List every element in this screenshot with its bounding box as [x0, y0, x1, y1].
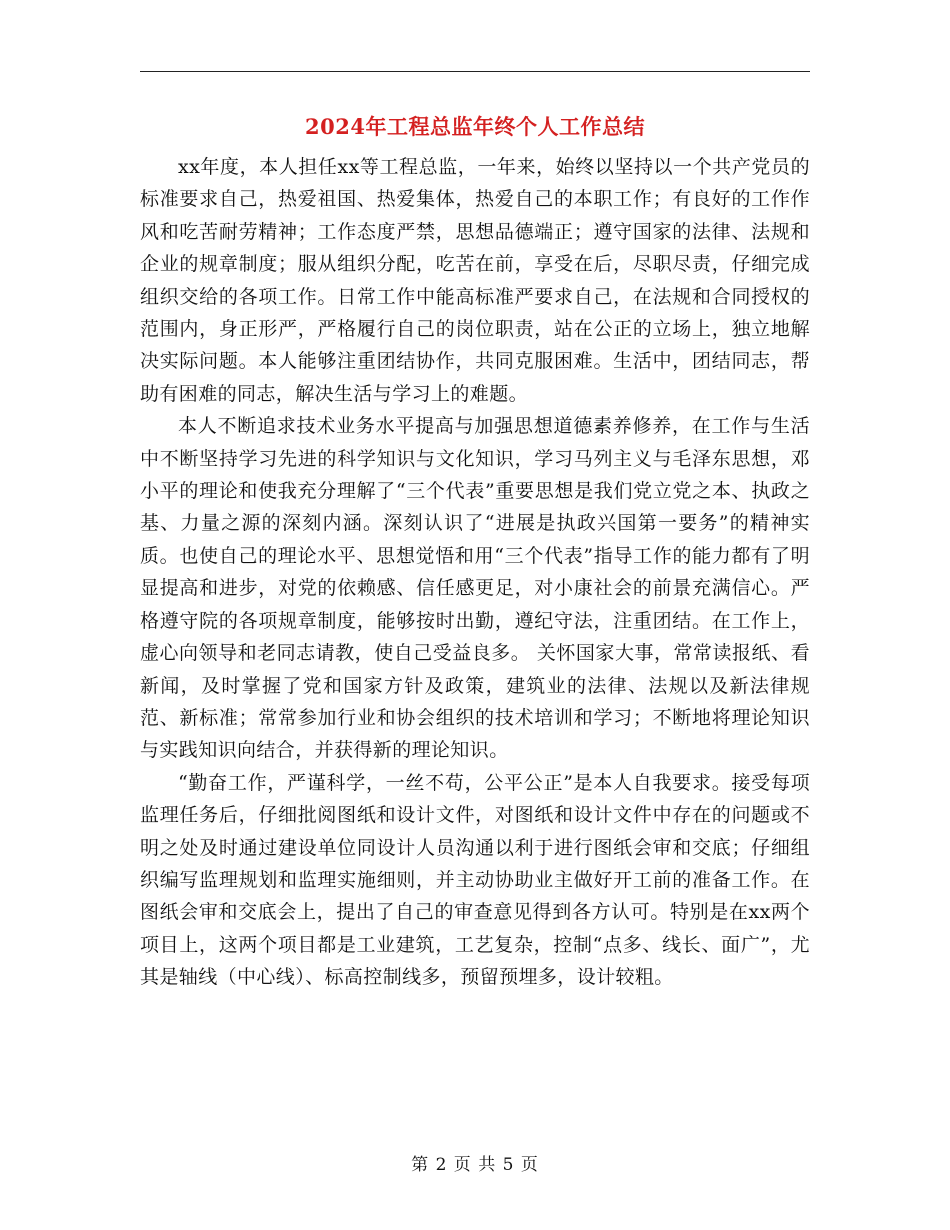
page-number-label: 第 2 页 共 5 页	[411, 1155, 539, 1175]
paragraph-2: 本人不断追求技术业务水平提高与加强思想道德素养修养，在工作与生活中不断坚持学习先进的科学知识与文化知识，学习马列主义与毛泽东思想，邓小平的理论和使我充分理解了“三个代表”重要思想是我们党立党之本、执政之基、力量之源的深刻内涵。深刻认识了“进展是执政兴国第一要务”的精神实质。也使自己的理论水平、思想觉悟和用“三个代表”指导工作的能力都有了明显提高和进步，对党的依赖感、信任感更足，对小康社会的前景充满信心。严格遵守院的各项规章制度，能够按时出勤，遵纪守法，注重团结。在工作上，虚心向领导和老同志请教，使自己受益良多。 关怀国家大事，常常读报纸、看新闻，及时掌握了党和国家方针及政策，建筑业的法律、法规以及新法律规范、新标准；常常参加行业和协会组织的技术培训和学习；不断地将理论知识与实践知识向结合，并获得新的理论知识。	[140, 415, 810, 762]
page-footer	[140, 1153, 810, 1177]
paragraph-1: xx年度，本人担任xx等工程总监，一年来，始终以坚持以一个共产党员的标准要求自己，热爱祖国、热爱集体，热爱自己的本职工作；有良好的工作作风和吃苦耐劳精神；工作态度严禁，思想品德端正；遵守国家的法律、法规和企业的规章制度；服从组织分配，吃苦在前，享受在后，尽职尽责，仔细完成组织交给的各项工作。日常工作中能高标准严要求自己，在法规和合同授权的范围内，身正形严，严格履行自己的岗位职责，站在公正的立场上，独立地解决实际问题。本人能够注重团结协作，共同克服困难。生活中，团结同志，帮助有困难的同志，解决生活与学习上的难题。	[140, 156, 810, 405]
paragraph-3: “勤奋工作，严谨科学，一丝不苟，公平公正”是本人自我要求。接受每项监理任务后，仔细批阅图纸和设计文件，对图纸和设计文件中存在的问题或不明之处及时通过建设单位同设计人员沟通以利于进行图纸会审和交底；仔细组织编写监理规划和监理实施细则，并主动协助业主做好开工前的准备工作。在图纸会审和交底会上，提出了自己的审查意见得到各方认可。特别是在xx两个项目上，这两个项目都是工业建筑，工艺复杂，控制“点多、线长、面广”，尤其是轴线（中心线）、标高控制线多，预留预埋多，设计较粗。	[140, 771, 810, 989]
header-rule	[140, 71, 810, 72]
document-title: 2024年工程总监年终个人工作总结	[305, 114, 645, 139]
document-body	[140, 151, 810, 994]
